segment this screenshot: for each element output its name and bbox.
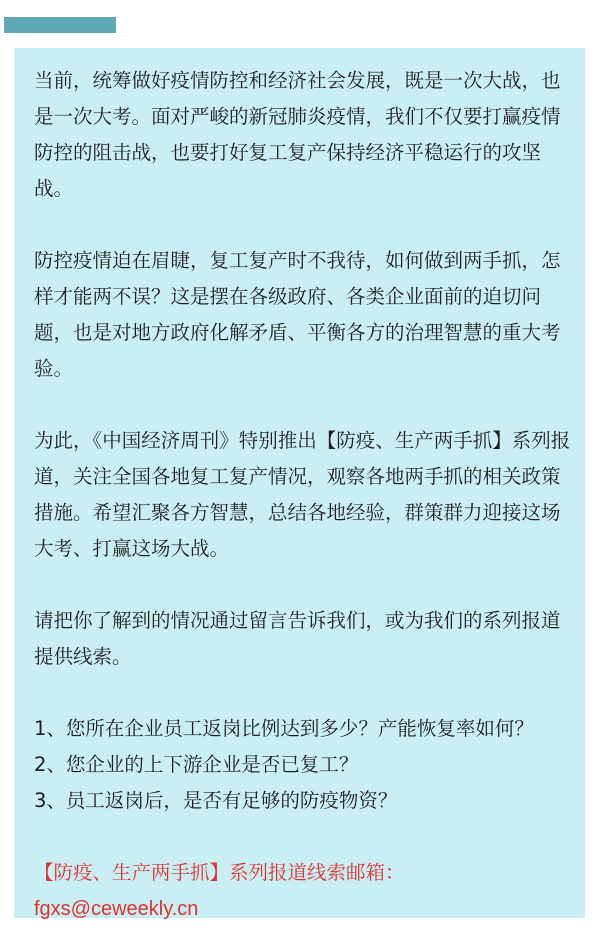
paragraph-intro: 当前，统筹做好疫情防控和经济社会发展，既是一次大战，也是一次大考。面对严峻的新冠肺炎疫情，我们不仅要打赢疫情防控的阻击战，也要打好复工复产保持经济平稳运行的攻坚战。 bbox=[34, 69, 561, 200]
article-panel bbox=[14, 48, 585, 918]
question-item: 2、您企业的上下游企业是否已复工？ bbox=[34, 753, 359, 776]
contact-label: 【防疫、生产两手抓】系列报道线索邮箱： bbox=[34, 861, 405, 884]
contact-email-link[interactable]: fgxs@ceweekly.cn bbox=[34, 898, 199, 920]
paragraph-series: 为此，《中国经济周刊》特别推出【防疫、生产两手抓】系列报道，关注全国各地复工复产情况，观察各地两手抓的相关政策措施。希望汇聚各方智慧，总结各地经验，群策群力迎接这场大考、打赢这场大战。 bbox=[34, 429, 571, 560]
question-item: 1、您所在企业员工返岗比例达到多少？产能恢复率如何？ bbox=[34, 717, 534, 740]
paragraph-challenge: 防控疫情迫在眉睫，复工复产时不我待，如何做到两手抓，怎样才能两不误？这是摆在各级政府、各类企业面前的迫切问题，也是对地方政府化解矛盾、平衡各方的治理智慧的重大考验。 bbox=[34, 249, 561, 380]
article-content bbox=[34, 63, 574, 927]
header-accent-bar bbox=[4, 17, 116, 33]
paragraph-call-to-action: 请把你了解到的情况通过留言告诉我们，或为我们的系列报道提供线索。 bbox=[34, 609, 561, 668]
question-item: 3、员工返岗后，是否有足够的防疫物资？ bbox=[34, 789, 398, 812]
